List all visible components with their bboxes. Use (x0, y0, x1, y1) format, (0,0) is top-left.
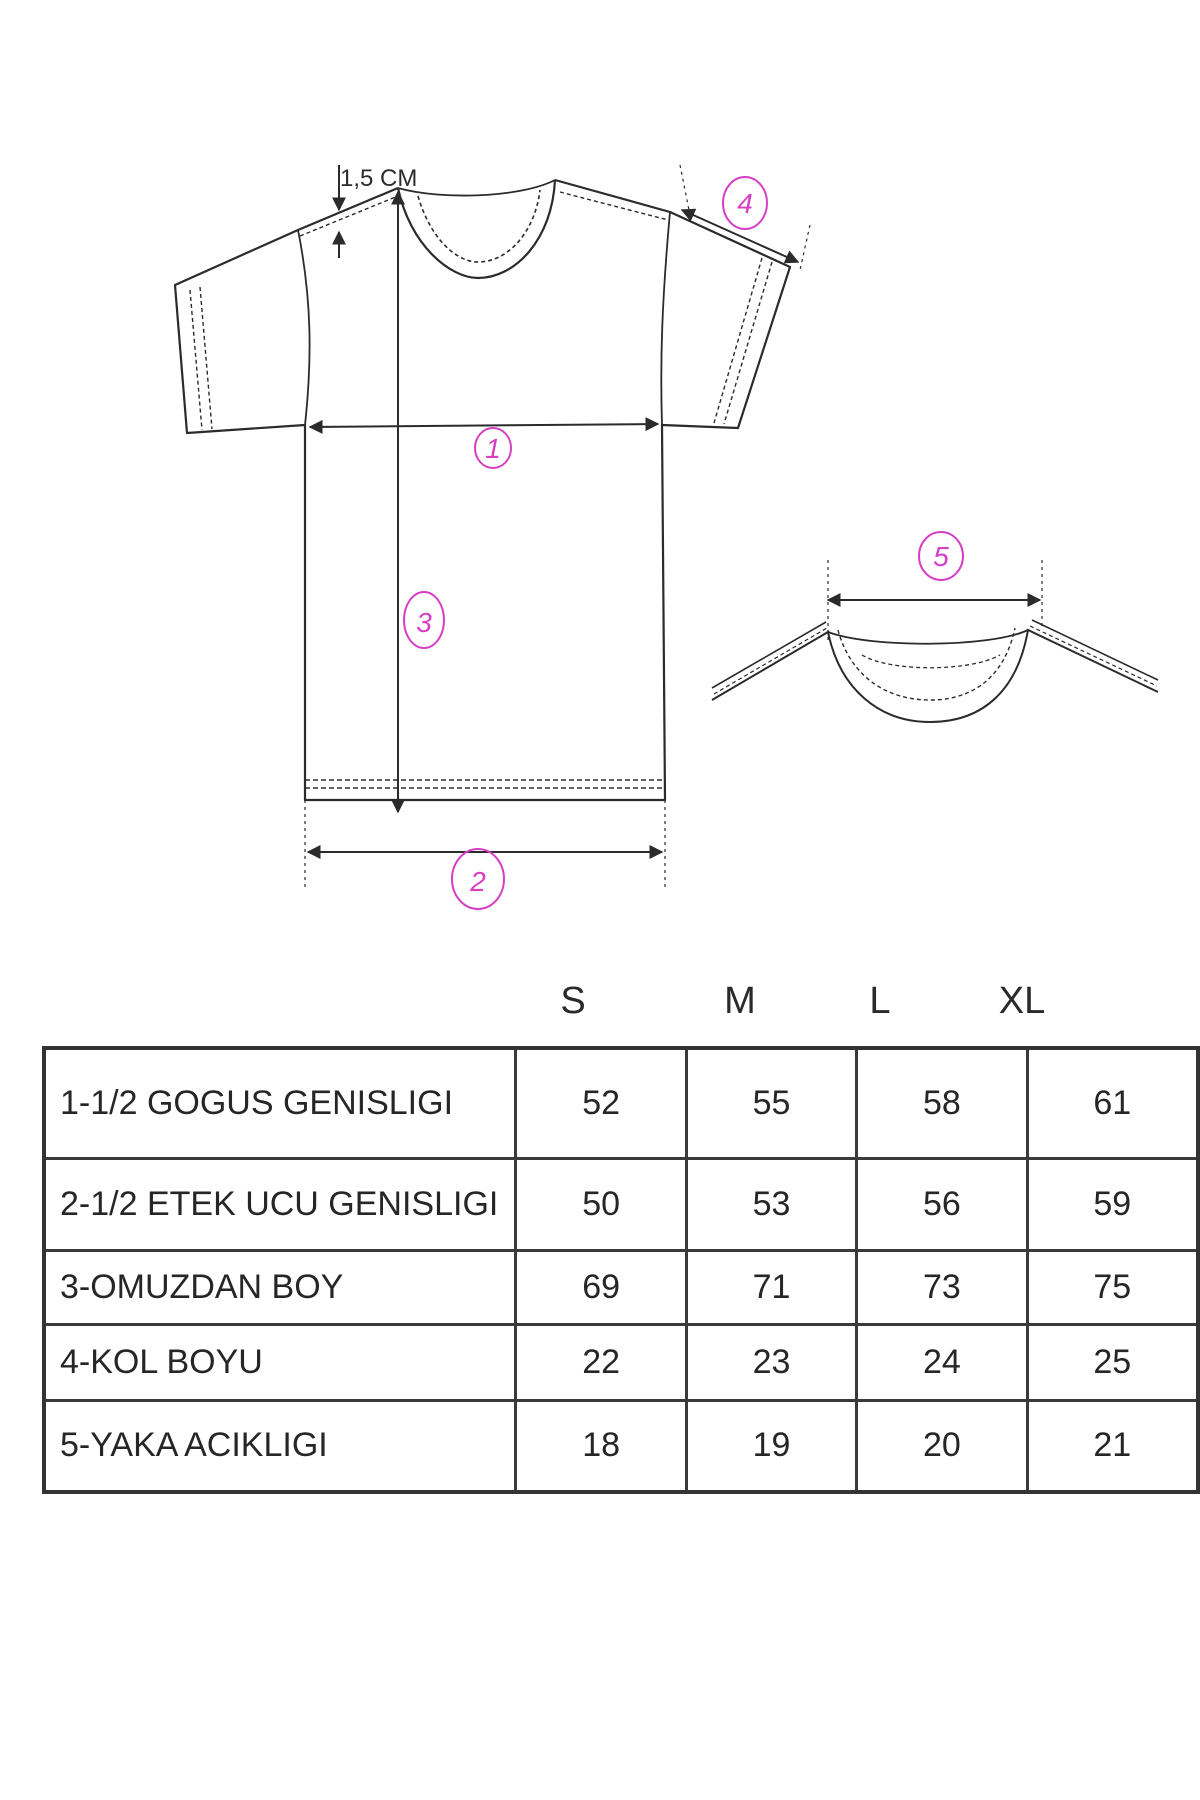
table-cell: 25 (1027, 1324, 1198, 1400)
measurement-lines (305, 165, 810, 890)
table-row (44, 1158, 1198, 1250)
shoulder-seam-measure-label: 1,5 CM (340, 165, 418, 192)
table-cell: 73 (857, 1250, 1027, 1324)
table-cell: 56 (857, 1158, 1027, 1250)
table-cell: 50 (516, 1158, 686, 1250)
table-cell: 75 (1027, 1250, 1198, 1324)
size-header-m: M (724, 980, 756, 1022)
table-cell: 24 (857, 1324, 1027, 1400)
row-label: 1-1/2 GOGUS GENISLIGI (44, 1048, 516, 1158)
size-measurement-table (42, 1046, 1200, 1494)
callout-2: 2 (470, 866, 486, 897)
callout-5: 5 (933, 541, 949, 572)
table-row (44, 1324, 1198, 1400)
table-cell: 71 (686, 1250, 856, 1324)
callout-1: 1 (485, 433, 501, 464)
tshirt-outline (175, 180, 790, 800)
size-header-l: L (869, 980, 891, 1022)
table-cell: 20 (857, 1400, 1027, 1492)
row-label: 3-OMUZDAN BOY (44, 1250, 516, 1324)
table-cell: 53 (686, 1158, 856, 1250)
row-label: 5-YAKA ACIKLIGI (44, 1400, 516, 1492)
row-label: 2-1/2 ETEK UCU GENISLIGI (44, 1158, 516, 1250)
callout-numbers (416, 188, 949, 897)
table-cell: 61 (1027, 1048, 1198, 1158)
table-cell: 21 (1027, 1400, 1198, 1492)
callout-3: 3 (416, 607, 432, 638)
table-cell: 58 (857, 1048, 1027, 1158)
row-label: 4-KOL BOYU (44, 1324, 516, 1400)
table-cell: 19 (686, 1400, 856, 1492)
table-cell: 22 (516, 1324, 686, 1400)
table-cell: 55 (686, 1048, 856, 1158)
chest-width-line (310, 424, 658, 427)
table-cell: 52 (516, 1048, 686, 1158)
collar-detail-drawing (712, 560, 1158, 722)
table-cell: 59 (1027, 1158, 1198, 1250)
table-cell: 23 (686, 1324, 856, 1400)
size-header-row (0, 980, 1200, 1040)
table-row (44, 1048, 1198, 1158)
table-row (44, 1250, 1198, 1324)
callout-4: 4 (737, 188, 753, 219)
size-header-s: S (560, 980, 586, 1022)
table-row (44, 1400, 1198, 1492)
table-cell: 18 (516, 1400, 686, 1492)
table-cell: 69 (516, 1250, 686, 1324)
size-header-xl: XL (998, 980, 1046, 1022)
